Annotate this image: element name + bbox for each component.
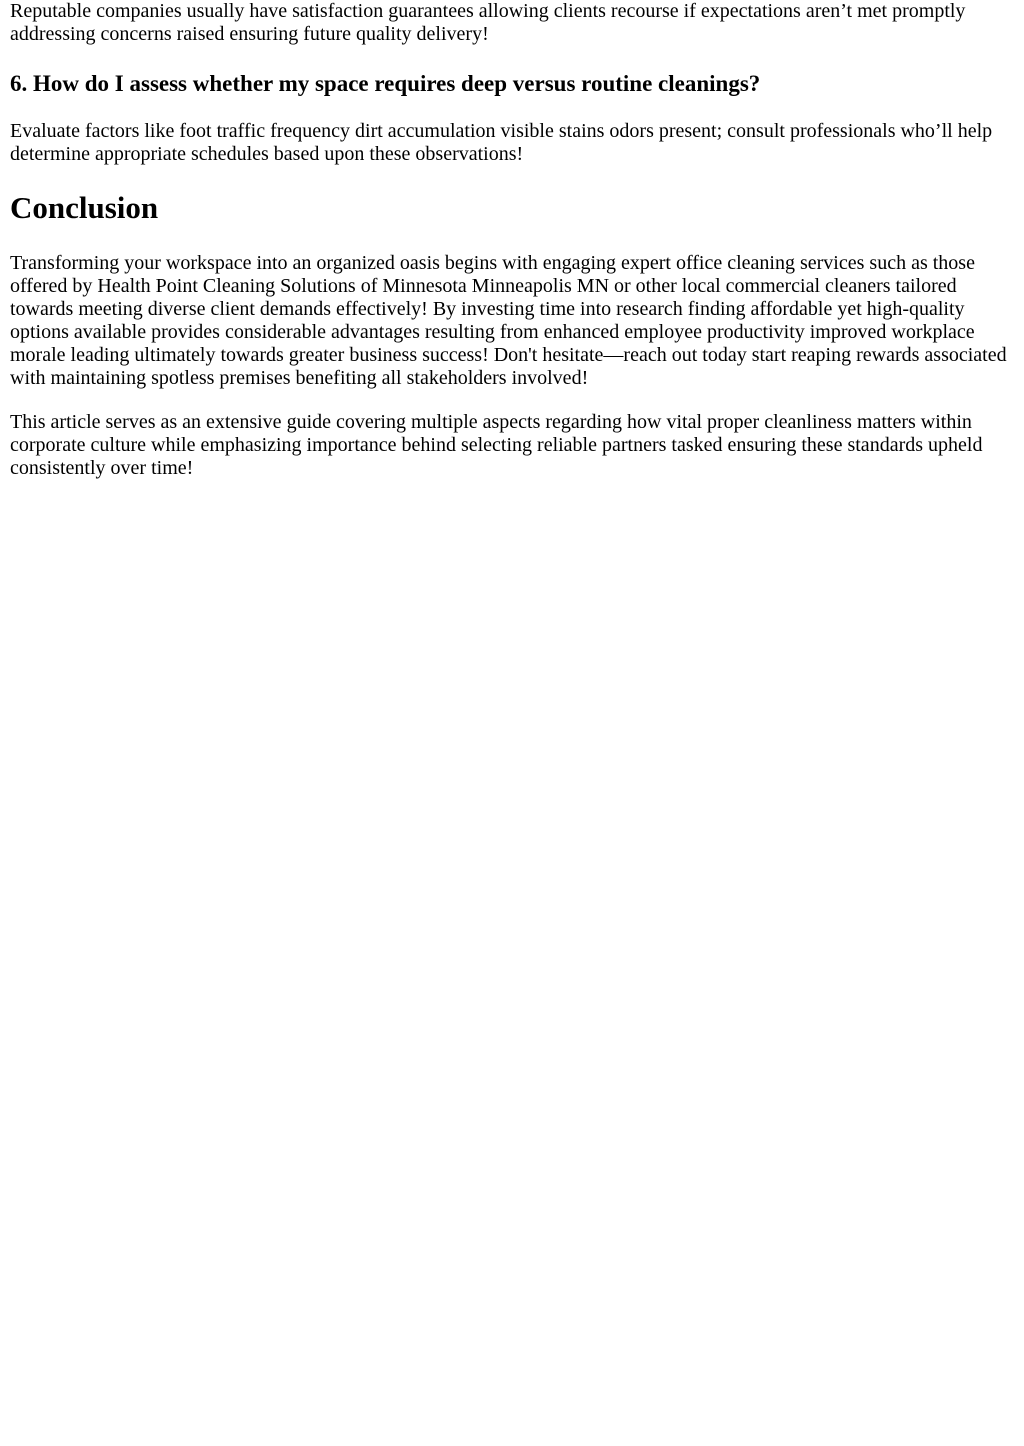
closing-paragraph: This article serves as an extensive guide covering multiple aspects regarding how vital proper cleanliness matters within corporate culture while emphasizing importance behind selecting reliable partners tasked ensuring these standards upheld consistently over time! [10,411,983,479]
faq-6-answer: Evaluate factors like foot traffic frequency dirt accumulation visible stains odors present; consult professionals who’ll help determine appropriate schedules based upon these observations! [10,120,993,165]
faq-6-heading: 6. How do I assess whether my space requires deep versus routine cleanings? [10,71,761,96]
conclusion-heading: Conclusion [10,190,159,225]
intro-paragraph: Reputable companies usually have satisfaction guarantees allowing clients recourse if expectations aren’t met promptly addressing concerns raised ensuring future quality delivery! [10,0,966,45]
conclusion-paragraph: Transforming your workspace into an organized oasis begins with engaging expert office cleaning services such as those offered by Health Point Cleaning Solutions of Minnesota Minneapolis MN or other local commercial cleaners tailored towards meeting diverse client demands effectively! By investing time into research finding affordable yet high-quality options available provides considerable advantages resulting from enhanced employee productivity improved workplace morale leading ultimately towards greater business success! Don't hesitate—reach out today start reaping rewards associated with maintaining spotless premises benefiting all stakeholders involved! [10,252,1007,389]
article-body [0,0,1024,480]
